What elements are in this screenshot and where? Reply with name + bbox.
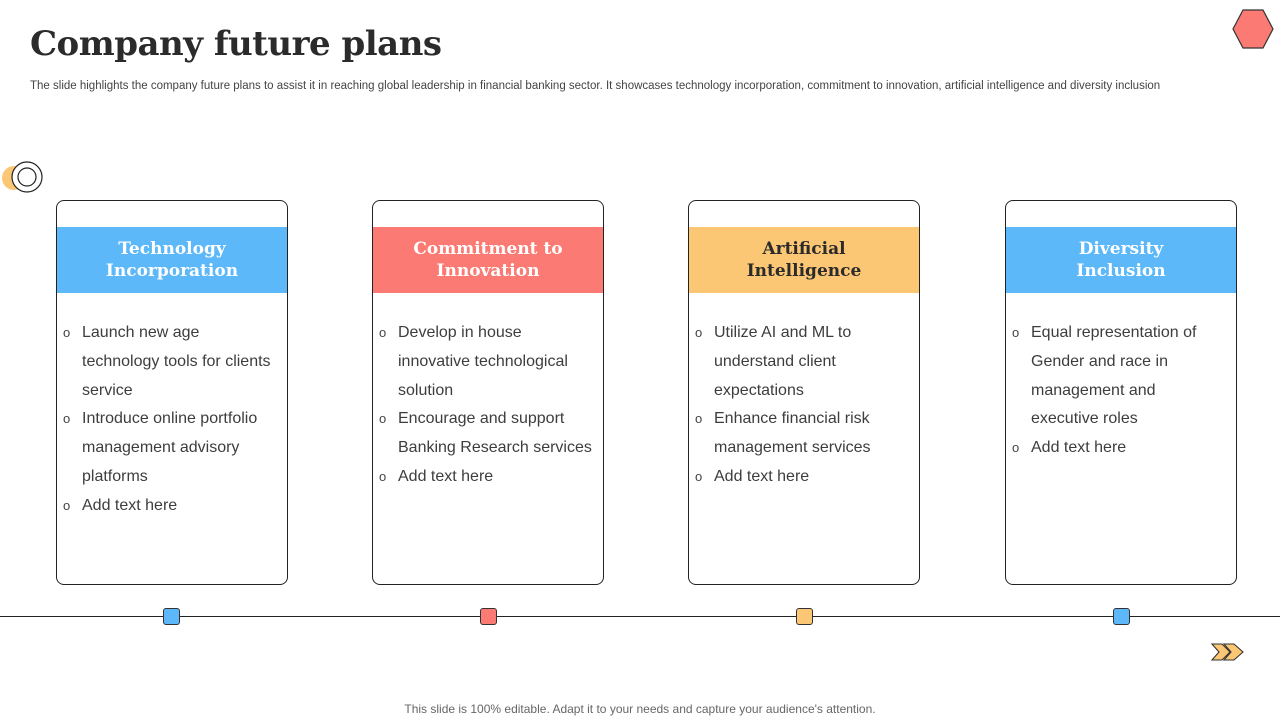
bullet-icon: o (63, 497, 71, 513)
plan-card-ai (688, 200, 920, 585)
card-header-line: Commitment to (413, 239, 563, 259)
list-item (63, 319, 277, 405)
plan-card-innovation (372, 200, 604, 585)
list-item-text: Enhance financial risk management services (714, 410, 871, 457)
list-item (695, 405, 909, 463)
bullet-icon: o (379, 468, 387, 484)
timeline-marker (1113, 608, 1130, 625)
card-list (63, 319, 277, 521)
list-item (695, 319, 909, 405)
list-item (63, 492, 277, 521)
double-chevron-arrow-icon (1210, 640, 1246, 664)
footer-note: This slide is 100% editable. Adapt it to your needs and capture your audience's attention. (404, 702, 876, 716)
slide-subtitle: The slide highlights the company future plans to assist it in reaching global leadership in financial banking sector. It showcases technology incorporation, commitment to innovation, artificial intelligence and diversity inclusion (30, 80, 1161, 92)
list-item (1012, 319, 1226, 434)
card-header-line: Incorporation (105, 261, 239, 281)
bullet-icon: o (695, 468, 703, 484)
list-item (379, 319, 593, 405)
list-item-text: Add text here (82, 496, 178, 514)
list-item (379, 463, 593, 492)
concentric-circles-icon (0, 158, 46, 198)
card-header (1006, 227, 1236, 293)
list-item (1012, 434, 1226, 463)
timeline-line (0, 616, 1280, 617)
bullet-icon: o (695, 325, 703, 340)
card-header-line: Intelligence (746, 261, 862, 281)
list-item-text: Develop in house innovative technological solution (398, 324, 568, 399)
card-header (373, 227, 603, 293)
card-header-line: Innovation (436, 261, 540, 281)
bullet-icon: o (379, 411, 387, 427)
list-item-text: Launch new age technology tools for clients service (82, 324, 271, 399)
bullet-icon: o (1012, 325, 1020, 340)
card-header (57, 227, 287, 293)
card-header-line: Diversity (1078, 239, 1164, 259)
bullet-icon: o (1012, 440, 1020, 456)
bullet-icon: o (63, 325, 71, 340)
timeline-marker (480, 608, 497, 625)
list-item-text: Equal representation of Gender and race in management and executive roles (1031, 324, 1197, 428)
plan-card-technology (56, 200, 288, 585)
bullet-icon: o (379, 325, 387, 340)
list-item-text: Add text here (714, 467, 810, 485)
list-item (695, 463, 909, 492)
card-list (695, 319, 909, 492)
card-list (1012, 319, 1226, 463)
list-item-text: Utilize AI and ML to understand client expectations (714, 324, 852, 399)
list-item-text: Introduce online portfolio management advisory platforms (82, 410, 258, 485)
list-item-text: Encourage and support Banking Research services (398, 410, 592, 457)
list-item-text: Add text here (1031, 439, 1127, 457)
hexagon-icon (1232, 9, 1274, 49)
card-header-line: Inclusion (1076, 261, 1166, 281)
list-item-text: Add text here (398, 467, 494, 485)
plan-card-diversity (1005, 200, 1237, 585)
list-item (63, 405, 277, 491)
timeline-marker (796, 608, 813, 625)
card-header-line: Artificial (762, 239, 846, 259)
list-item (379, 405, 593, 463)
bullet-icon: o (63, 411, 71, 427)
timeline-marker (163, 608, 180, 625)
card-header-line: Technology (118, 239, 226, 259)
card-list (379, 319, 593, 492)
slide-title: Company future plans (30, 24, 442, 64)
card-header (689, 227, 919, 293)
bullet-icon: o (695, 411, 703, 427)
